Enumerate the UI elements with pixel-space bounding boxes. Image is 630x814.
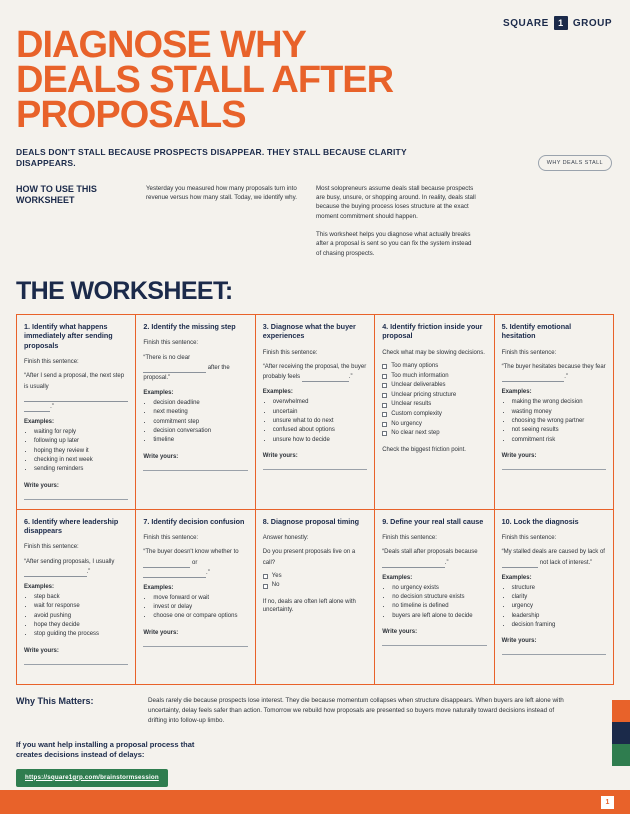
cell-1-blank-line[interactable]: [24, 395, 128, 402]
list-item: • not seeing results: [512, 426, 606, 435]
cell-1-examples-label: Examples:: [24, 419, 55, 426]
page-subtitle: DEALS DON'T STALL BECAUSE PROSPECTS DISAPPEAR. THEY STALL BECAUSE CLARITY DISAPPEARS.: [16, 146, 407, 169]
cell-9-examples: [382, 584, 486, 621]
worksheet-cell-7: [136, 510, 255, 685]
cell-6-examples-label: Examples:: [24, 584, 55, 591]
cell-2-prompt: [143, 353, 247, 384]
cell-3-examples: [263, 398, 367, 444]
worksheet-cell-3: [256, 315, 375, 510]
list-item: • no timeline is defined: [392, 602, 486, 611]
worksheet-cell-4: [375, 315, 494, 510]
intro-column-2: [316, 184, 476, 267]
cell-8-question: Do you present proposals live on a call?: [262, 549, 356, 566]
cell-2-examples-label: Examples:: [143, 390, 174, 397]
brand-name-left: SQUARE: [503, 17, 549, 29]
cell-1-prompt-end: .”: [50, 403, 54, 410]
cell-1-write-label: Write yours:: [24, 482, 59, 489]
chip-green: [612, 744, 630, 766]
list-item: • next meeting: [153, 408, 247, 417]
list-item: • checking in next week: [34, 456, 128, 465]
cell-2-blank-line[interactable]: [143, 366, 206, 373]
list-item: • urgency: [512, 602, 606, 611]
checkbox-icon[interactable]: [382, 412, 387, 417]
cell-9-examples-label: Examples:: [382, 574, 413, 581]
cell-3-write-area[interactable]: [263, 462, 367, 470]
list-item: • commitment step: [153, 418, 247, 427]
cell-5-examples-label: Examples:: [501, 389, 532, 396]
cell-7-prompt: [143, 547, 247, 578]
list-item: • avoid pushing: [34, 612, 128, 621]
list-item: • unsure how to decide: [273, 436, 367, 445]
list-item: • decision deadline: [153, 399, 247, 408]
cell-5-title: 5. Identify emotional hesitation: [501, 321, 572, 341]
cell-9-prompt-text: “Deals stall after proposals because: [382, 549, 478, 556]
list-item: • timeline: [153, 436, 247, 445]
list-item: • decision framing: [512, 621, 606, 630]
list-item: • unsure what to do next: [273, 417, 367, 426]
how-to-use-label: HOW TO USE THIS WORKSHEET: [16, 183, 97, 206]
checklist-item[interactable]: Custom complexity: [382, 410, 486, 420]
cell-8-lead: Answer honestly:: [262, 534, 309, 541]
list-item: • stop guiding the process: [34, 630, 128, 639]
brand-name-right: GROUP: [572, 17, 612, 29]
checkbox-icon[interactable]: [382, 383, 387, 388]
cell-5-blank-line[interactable]: [502, 375, 565, 382]
checkbox-icon[interactable]: [382, 403, 387, 408]
worksheet-grid: [16, 314, 614, 685]
list-item: • hoping they review it: [34, 447, 128, 456]
list-item: • step back: [34, 593, 128, 602]
worksheet-cell-9: [375, 510, 494, 685]
worksheet-cell-10: [495, 510, 614, 685]
cell-7-prompt-end: .”: [206, 569, 210, 576]
why-this-matters-body: Deals rarely die because prospects lose interest. They die because momentum collapses when structure disappears. When buyers are left alone with uncertainty, delay feels safer than action. Tomorrow we rebuild how proposals are presented so buyers move naturally toward decisions instead of drifting into follow-up limbo.: [148, 696, 564, 724]
list-item: • uncertain: [273, 408, 367, 417]
cell-7-blank-line[interactable]: [143, 561, 190, 568]
list-item: • waiting for reply: [34, 428, 128, 437]
cell-5-prompt: [502, 362, 606, 382]
list-item: • invest or delay: [153, 603, 247, 612]
intro-section: [16, 184, 614, 267]
cta-line-1: If you want help installing a proposal process that: [16, 739, 195, 749]
checkbox-icon[interactable]: [382, 364, 387, 369]
list-item: • wasting money: [512, 408, 606, 417]
cell-6-examples: [24, 593, 128, 639]
checklist-item[interactable]: Too much information: [382, 372, 486, 382]
chip-navy: [612, 722, 630, 744]
cell-10-examples-label: Examples:: [501, 574, 532, 581]
checkbox-icon[interactable]: [263, 574, 268, 579]
cell-2-lead: Finish this sentence:: [143, 340, 199, 347]
list-item: • confused about options: [273, 426, 367, 435]
list-item: • choose one or compare options: [153, 612, 247, 621]
checkbox-icon[interactable]: [382, 431, 387, 436]
cell-2-title: 2. Identify the missing step: [143, 321, 236, 331]
cta-line-2: creates decisions instead of delays:: [16, 750, 145, 760]
footer-bar: [0, 790, 630, 814]
cell-7-blank-line-2[interactable]: [143, 571, 206, 578]
worksheet-heading: THE WORKSHEET:: [16, 276, 233, 305]
list-item: • structure: [512, 584, 606, 593]
cell-1-title: 1. Identify what happens immediately after sending proposals: [24, 321, 113, 350]
cell-5-prompt-text: “The buyer hesitates because they fear: [501, 363, 606, 370]
page-title: DIAGNOSE WHY DEALS STALL AFTER PROPOSALS: [16, 24, 394, 136]
cell-9-write-area[interactable]: [382, 638, 486, 646]
list-item: • no urgency exists: [392, 584, 486, 593]
worksheet-cell-1: [17, 315, 136, 510]
cell-9-lead: Finish this sentence:: [382, 534, 437, 541]
cell-1-prompt-text: “After I send a proposal, the next step is usually: [24, 373, 125, 390]
cell-1-write-area[interactable]: [24, 492, 128, 500]
cell-3-prompt-text: “After receiving the proposal, the buyer probably feels: [262, 363, 367, 381]
list-item: • hope they decide: [34, 621, 128, 630]
page-number: 1: [601, 796, 614, 809]
cell-3-examples-label: Examples:: [262, 389, 293, 396]
cell-4-note: Check the biggest friction point.: [382, 446, 466, 453]
status-badge: WHY DEALS STALL: [538, 155, 612, 171]
cell-3-prompt: [263, 362, 367, 382]
why-this-matters-heading: Why This Matters:: [16, 695, 94, 706]
cell-4-checklist: [382, 362, 486, 439]
cell-3-blank-line[interactable]: [302, 375, 349, 382]
cta-section: [16, 740, 614, 788]
cell-10-prompt-text: “My stalled deals are caused by lack of: [501, 549, 605, 556]
intro-column-1: [146, 184, 306, 267]
cell-1-prompt: [24, 371, 128, 412]
cell-7-prompt-mid: or: [192, 559, 198, 566]
cell-6-prompt: [24, 557, 128, 577]
cell-4-title: 4. Identify friction inside your proposal: [382, 321, 483, 341]
cell-7-title: 7. Identify decision confusion: [143, 516, 245, 526]
cell-10-write-area[interactable]: [502, 647, 606, 655]
checklist-item[interactable]: Unclear pricing structure: [382, 391, 486, 401]
color-chips: [612, 700, 630, 766]
cell-8-options: [263, 572, 367, 591]
cell-5-lead: Finish this sentence:: [501, 349, 557, 356]
cell-10-blank-line[interactable]: [502, 561, 539, 568]
cell-1-blank-line-2[interactable]: [24, 405, 50, 412]
list-item: • leadership: [512, 612, 606, 621]
cell-2-write-area[interactable]: [143, 463, 247, 471]
list-item: • sending reminders: [34, 465, 128, 474]
brand-mark-icon: 1: [554, 16, 568, 30]
list-item: • following up later: [34, 437, 128, 446]
cell-2-write-label: Write yours:: [143, 453, 179, 460]
radio-option-yes[interactable]: Yes: [263, 572, 367, 582]
checklist-item[interactable]: Unclear results: [382, 400, 486, 410]
list-item: • making the wrong decision: [512, 398, 606, 407]
why-this-matters-section: [16, 696, 614, 726]
cell-7-examples: [143, 594, 247, 622]
list-item: • clarity: [512, 593, 606, 602]
cell-10-lead: Finish this sentence:: [501, 534, 557, 541]
chip-orange: [612, 700, 630, 722]
cell-6-prompt-end: .”: [86, 568, 91, 575]
cell-5-examples: [502, 398, 606, 444]
cell-7-write-label: Write yours:: [143, 629, 179, 636]
cell-8-title: 8. Diagnose proposal timing: [262, 516, 360, 526]
cell-6-lead: Finish this sentence:: [24, 544, 79, 551]
cell-6-write-area[interactable]: [24, 657, 128, 665]
list-item: • choosing the wrong partner: [512, 417, 606, 426]
cell-10-write-label: Write yours:: [501, 638, 537, 645]
cell-5-prompt-end: .”: [564, 374, 568, 381]
brand-logo: [503, 16, 612, 30]
checklist-item[interactable]: Unclear deliverables: [382, 381, 486, 391]
cell-10-title: 10. Lock the diagnosis: [501, 516, 579, 526]
cell-9-title: 9. Define your real stall cause: [382, 516, 484, 526]
list-item: • decision conversation: [153, 427, 247, 436]
list-item: • overwhelmed: [273, 398, 367, 407]
worksheet-cell-8: [256, 510, 375, 685]
list-item: • buyers are left alone to decide: [392, 612, 486, 621]
list-item: • move forward or wait: [153, 594, 247, 603]
cell-7-prompt-text: “The buyer doesn't know whether to: [143, 549, 239, 556]
cell-3-write-label: Write yours:: [262, 452, 298, 459]
cell-6-title: 6. Identify where leadership disappears: [24, 516, 119, 535]
cell-9-write-label: Write yours:: [382, 628, 418, 635]
list-item: • commitment risk: [512, 436, 606, 445]
list-item: • wait for response: [34, 602, 128, 611]
cell-6-prompt-text: “After sending proposals, I usually: [24, 558, 115, 565]
checkbox-icon[interactable]: [382, 374, 387, 379]
intro-col1-text: Yesterday you measured how many proposals turn into revenue versus how many stall. Today, we identify why.: [146, 184, 297, 202]
checklist-item[interactable]: Too many options: [382, 362, 486, 372]
cell-2-prompt-text: “There is no clear: [143, 354, 191, 361]
checkbox-icon[interactable]: [382, 422, 387, 427]
cell-9-prompt: [382, 547, 486, 567]
cell-6-blank-line[interactable]: [24, 570, 87, 577]
cell-7-examples-label: Examples:: [143, 584, 174, 591]
cell-3-lead: Finish this sentence:: [262, 349, 318, 356]
brainstorm-session-link[interactable]: https://square1grp.com/brainstormsession: [16, 769, 168, 788]
cell-2-prompt-end: after the proposal.”: [143, 364, 230, 381]
worksheet-cell-5: [495, 315, 614, 510]
cell-10-prompt: [502, 547, 606, 567]
cell-5-write-area[interactable]: [502, 462, 606, 470]
cell-2-examples: [143, 399, 247, 445]
cell-1-examples: [24, 428, 128, 474]
cell-6-write-label: Write yours:: [24, 647, 59, 654]
intro-col2-para1: Most solopreneurs assume deals stall because prospects are busy, unsure, or shopping around. In reality, deals stall because the buying process loses structure at the exact moment commitment should happen.: [316, 184, 476, 220]
radio-option-no[interactable]: No: [263, 581, 367, 591]
worksheet-cell-6: [17, 510, 136, 685]
cell-7-lead: Finish this sentence:: [143, 534, 199, 541]
cell-4-lead: Check what may be slowing decisions.: [382, 349, 485, 356]
intro-col2-para2: This worksheet helps you diagnose what actually breaks after a proposal is sent so you can fix the system instead of chasing prospects.: [316, 230, 472, 257]
cell-7-write-area[interactable]: [143, 639, 247, 647]
checkbox-icon[interactable]: [382, 393, 387, 398]
cell-3-title: 3. Diagnose what the buyer experiences: [262, 321, 356, 341]
cell-9-blank-line[interactable]: [382, 561, 445, 568]
checkbox-icon[interactable]: [263, 584, 268, 589]
worksheet-cell-2: [136, 315, 255, 510]
cell-9-prompt-end: .”: [444, 559, 449, 566]
cell-5-write-label: Write yours:: [501, 452, 537, 459]
list-item: • no decision structure exists: [392, 593, 486, 602]
checklist-item[interactable]: No urgency: [382, 420, 486, 430]
cell-10-examples: [502, 584, 606, 630]
cell-10-prompt-end: not lack of interest.”: [539, 559, 593, 566]
checklist-item[interactable]: No clear next step: [382, 429, 486, 439]
cell-1-lead: Finish this sentence:: [24, 358, 79, 365]
cell-8-note: If no, deals are often left alone with uncertainty.: [262, 598, 356, 614]
cell-3-prompt-end: .”: [348, 374, 353, 381]
